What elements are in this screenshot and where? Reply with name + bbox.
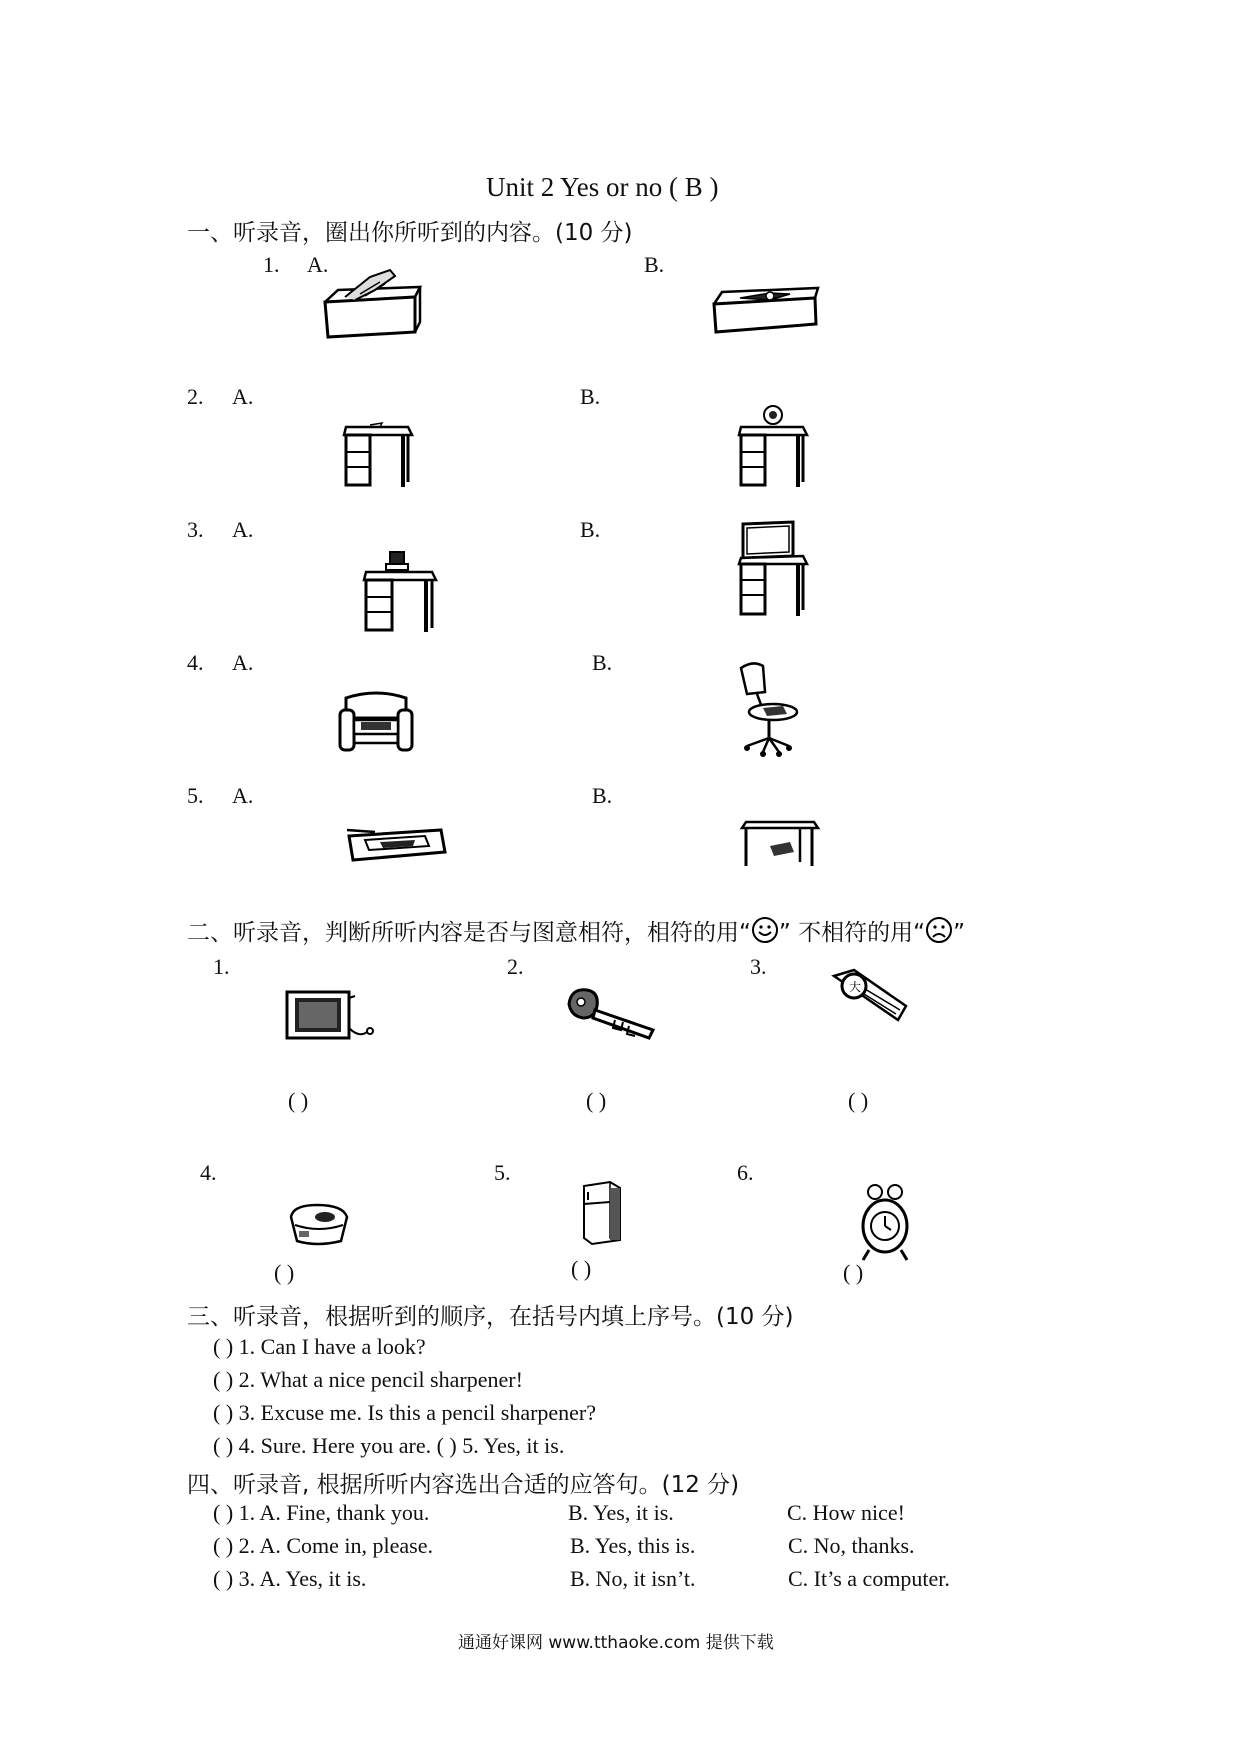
option-label: B. — [580, 517, 601, 542]
option-label: A. — [232, 517, 254, 542]
key-picture — [565, 984, 660, 1044]
svg-text:大: 大 — [849, 980, 862, 994]
section-2-heading-part: ” 不相符的用“ — [778, 920, 926, 946]
item-number: 1. — [213, 954, 230, 979]
alarm-clock-picture — [855, 1182, 915, 1262]
option-label: A. — [232, 384, 254, 409]
desk-under-picture — [740, 818, 820, 868]
watch-picture — [830, 966, 910, 1026]
desk-with-phone-picture — [360, 550, 440, 635]
sofa-picture — [336, 688, 416, 758]
section-3-heading: 三、听录音，根据听到的顺序，在括号内填上序号。(10 分) — [187, 1304, 794, 1330]
response-option-b: B. Yes, it is. — [568, 1500, 674, 1525]
answer-bracket[interactable]: ( ) — [571, 1256, 592, 1281]
desk-with-clock-picture — [735, 397, 810, 492]
item-number: 5. — [494, 1160, 511, 1185]
order-line: ( ) 3. Excuse me. Is this a pencil sharpener? — [213, 1400, 597, 1425]
answer-bracket[interactable]: ( ) — [586, 1088, 607, 1113]
item-number: 3. — [750, 954, 767, 979]
option-label: A. — [307, 252, 329, 277]
pencil-box-full-picture — [320, 262, 420, 347]
response-option-c: C. How nice! — [787, 1500, 905, 1525]
fridge-picture — [580, 1180, 625, 1245]
office-chair-picture — [733, 660, 803, 760]
section-2-heading-part: ” — [953, 920, 965, 946]
option-label: A. — [232, 650, 254, 675]
response-option-c: C. No, thanks. — [788, 1533, 915, 1558]
item-number: 4. — [187, 650, 204, 675]
order-line: ( ) 2. What a nice pencil sharpener! — [213, 1367, 523, 1392]
section-2-heading — [187, 914, 965, 950]
item-number: 6. — [737, 1160, 754, 1185]
response-question: ( ) 3. A. Yes, it is. — [213, 1566, 367, 1591]
response-option-b: B. No, it isn’t. — [570, 1566, 696, 1591]
option-label: B. — [592, 783, 613, 808]
response-question: ( ) 2. A. Come in, please. — [213, 1533, 433, 1558]
item-number: 3. — [187, 517, 204, 542]
desk-picture — [340, 417, 415, 492]
section-1-heading: 一、听录音，圈出你所听到的内容。(10 分) — [187, 220, 633, 246]
option-label: B. — [644, 252, 665, 277]
order-line: ( ) 1. Can I have a look? — [213, 1334, 426, 1359]
desk-with-computer-picture — [735, 520, 810, 620]
footer-credit: 通通好课网 www.tthaoke.com 提供下载 — [458, 1633, 774, 1653]
option-label: B. — [580, 384, 601, 409]
item-number: 1. — [263, 252, 280, 277]
response-question: ( ) 1. A. Fine, thank you. — [213, 1500, 430, 1525]
answer-bracket[interactable]: ( ) — [288, 1088, 309, 1113]
option-label: A. — [232, 783, 254, 808]
page-title: Unit 2 Yes or no ( B ) — [486, 172, 719, 202]
pencil-sharpener-picture — [287, 1203, 352, 1248]
section-2-heading-part: 二、听录音，判断所听内容是否与图意相符，相符的用“ — [187, 920, 751, 946]
response-option-c: C. It’s a computer. — [788, 1566, 950, 1591]
pencil-box-closed-picture — [710, 284, 820, 339]
response-option-b: B. Yes, this is. — [570, 1533, 696, 1558]
item-number: 2. — [187, 384, 204, 409]
smile-icon — [751, 916, 779, 950]
item-number: 2. — [507, 954, 524, 979]
item-number: 5. — [187, 783, 204, 808]
answer-bracket[interactable]: ( ) — [848, 1088, 869, 1113]
tv-picture — [283, 988, 378, 1048]
frown-icon — [925, 916, 953, 950]
item-number: 4. — [200, 1160, 217, 1185]
pencil-case-open-picture — [345, 822, 450, 867]
answer-bracket[interactable]: ( ) — [274, 1260, 295, 1285]
answer-bracket[interactable]: ( ) — [843, 1260, 864, 1285]
order-line: ( ) 4. Sure. Here you are. ( ) 5. Yes, it is. — [213, 1433, 565, 1458]
option-label: B. — [592, 650, 613, 675]
section-4-heading: 四、听录音, 根据所听内容选出合适的应答句。(12 分) — [187, 1472, 740, 1498]
